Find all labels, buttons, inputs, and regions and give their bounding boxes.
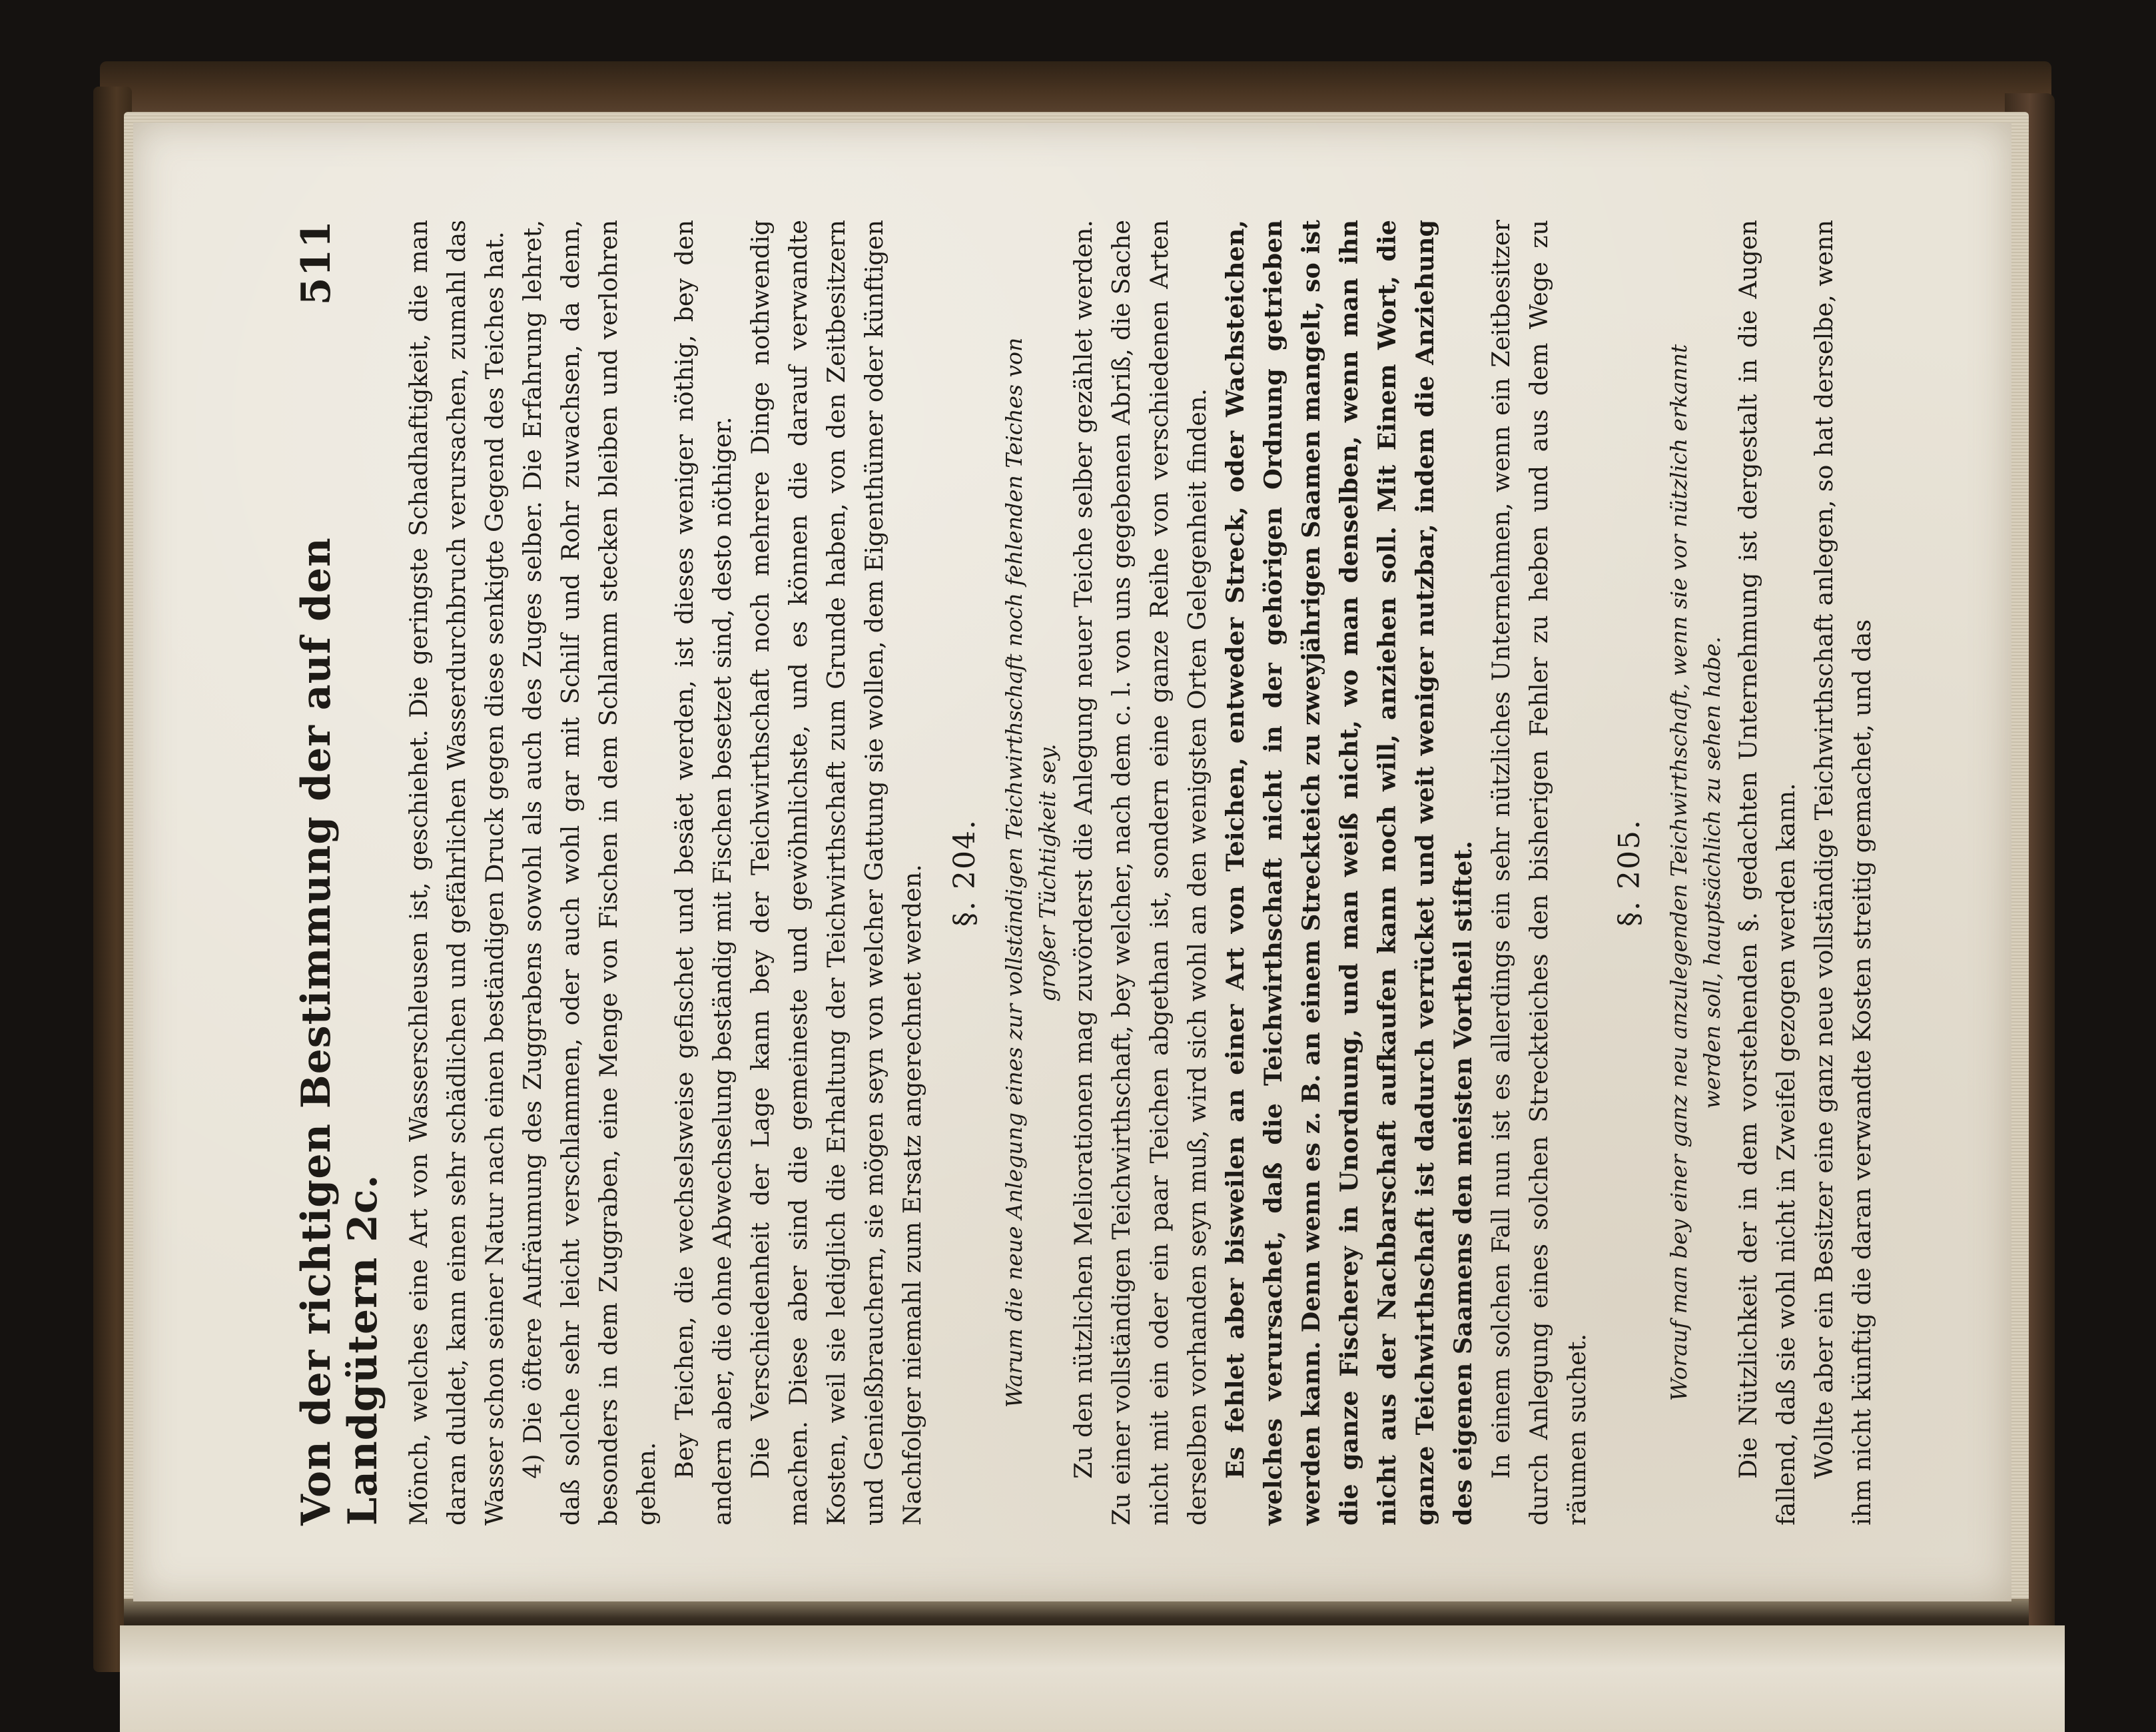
body-paragraph: Wollte aber ein Besitzer eine ganz neue vollständige Teichwirthschaft anlegen, so hat derselbe, wenn ihm nicht künftig die daran verwandte Kosten streitig gemachet, und das — [1810, 220, 1876, 1525]
section-caption: Warum die neue Anlegung eines zur vollständigen Teichwirthschaft noch fehlenden Teiches von großer Tüchtigkeit sey. — [1001, 337, 1060, 1408]
body-paragraph: Mönch, welches eine Art von Wasserschleusen ist, geschiehet. Die geringste Schadhaftigkeit, die man daran duldet, kann einen sehr schädlichen und gefährlichen Wasserdurchbruch verursachen, zumahl das Wasser schon seiner Natur nach einen beständigen Druck gegen diese senkigte Gegend des Teiches hat. — [404, 220, 509, 1525]
body-paragraph: Bey Teichen, die wechselsweise gefischet und besäet werden, ist dieses weniger nöthig, bey den andern aber, die ohne Abwechselung beständig mit Fischen besetzet sind, desto nöthiger. — [670, 220, 737, 1525]
body-paragraph: Es fehlet aber bisweilen an einer Art von Teichen, entweder Streck, oder Wachsteichen, welches verursachet, daß die Teichwirthschaft nicht in der gehörigen Ordnung getrieben werden kann. Denn wenn es z. B. an einem Streckteich zu zweyjährigen Saamen mangelt, so ist die ganze Fischerey in Unordnung, und man weiß nicht, wo man denselben, wenn man ihn nicht aus der Nachbarschaft aufkaufen kann noch will, anziehen soll. Mit Einem Wort, die ganze Teichwirthschaft ist dadurch verrücket und weit weniger nutzbar, indem die Anziehung des eigenen Saamens den meisten Vortheil stiftet. — [1221, 220, 1477, 1525]
section-caption: Worauf man bey einer ganz neu anzulegenden Teichwirthschaft, wenn sie vor nützlich erkannt werden soll, hauptsächlich zu sehen habe. — [1666, 344, 1725, 1402]
body-paragraph: Die Verschiedenheit der Lage kann bey der Teichwirthschaft noch mehrere Dinge nothwendig machen. Diese aber sind die gemeineste und gewöhnlichste, und es können die darauf verwandte Kosten, weil sie lediglich die Erhaltung der Teichwirthschaft zum Grunde haben, von den Zeitbesitzern und Genießbrauchern, sie mögen seyn von welcher Gattung sie wollen, dem Eigenthümer oder künftigen Nachfolger niemahl zum Ersatz angerechnet werden. — [746, 220, 926, 1525]
page-number: 511 — [293, 220, 340, 306]
running-head-title: Von der richtigen Bestimmung der auf den Landgütern 2c. — [293, 537, 386, 1525]
body-text — [400, 220, 1881, 1525]
section-number: §. 205. — [1613, 819, 1646, 927]
body-paragraph: 4) Die öftere Aufräumung des Zuggrabens sowohl als auch des Zuges selber. Die Erfahrung lehret, daß solche sehr leicht verschlammen, oder auch wohl gar mit Schilf und Rohr zuwachsen, da denn, besonders in dem Zuggraben, eine Menge von Fischen in dem Schlamm stecken bleiben und verlohren gehen. — [518, 220, 661, 1525]
section-number: §. 204. — [948, 819, 982, 927]
body-paragraph: Zu den nützlichen Meliorationen mag zuvörderst die Anlegung neuer Teiche selber gezählet werden. Zu einer vollständigen Teichwirthschaft, bey welcher, nach dem c. l. von uns gegebenen Abriß, die Sache nicht mit ein oder ein paar Teichen abgethan ist, sondern eine ganze Reihe von verschiedenen Arten derselben vorhanden seyn muß, wird sich wohl an den wenigsten Orten Gelegenheit finden. — [1069, 220, 1212, 1525]
running-head — [293, 220, 386, 1525]
facing-page-edge — [120, 1625, 2065, 1732]
body-paragraph: In einem solchen Fall nun ist es allerdings ein sehr nützliches Unternehmen, wenn ein Zeitbesitzer durch Anlegung eines solchen Streckteiches den bisherigen Fehler zu heben und aus dem Wege zu räumen suchet. — [1487, 220, 1591, 1525]
body-paragraph: Die Nützlichkeit der in dem vorstehenden §. gedachten Unternehmung ist dergestalt in die Augen fallend, daß sie wohl nicht in Zweifel gezogen werden kann. — [1734, 220, 1800, 1525]
page-text-block — [293, 220, 1876, 1525]
